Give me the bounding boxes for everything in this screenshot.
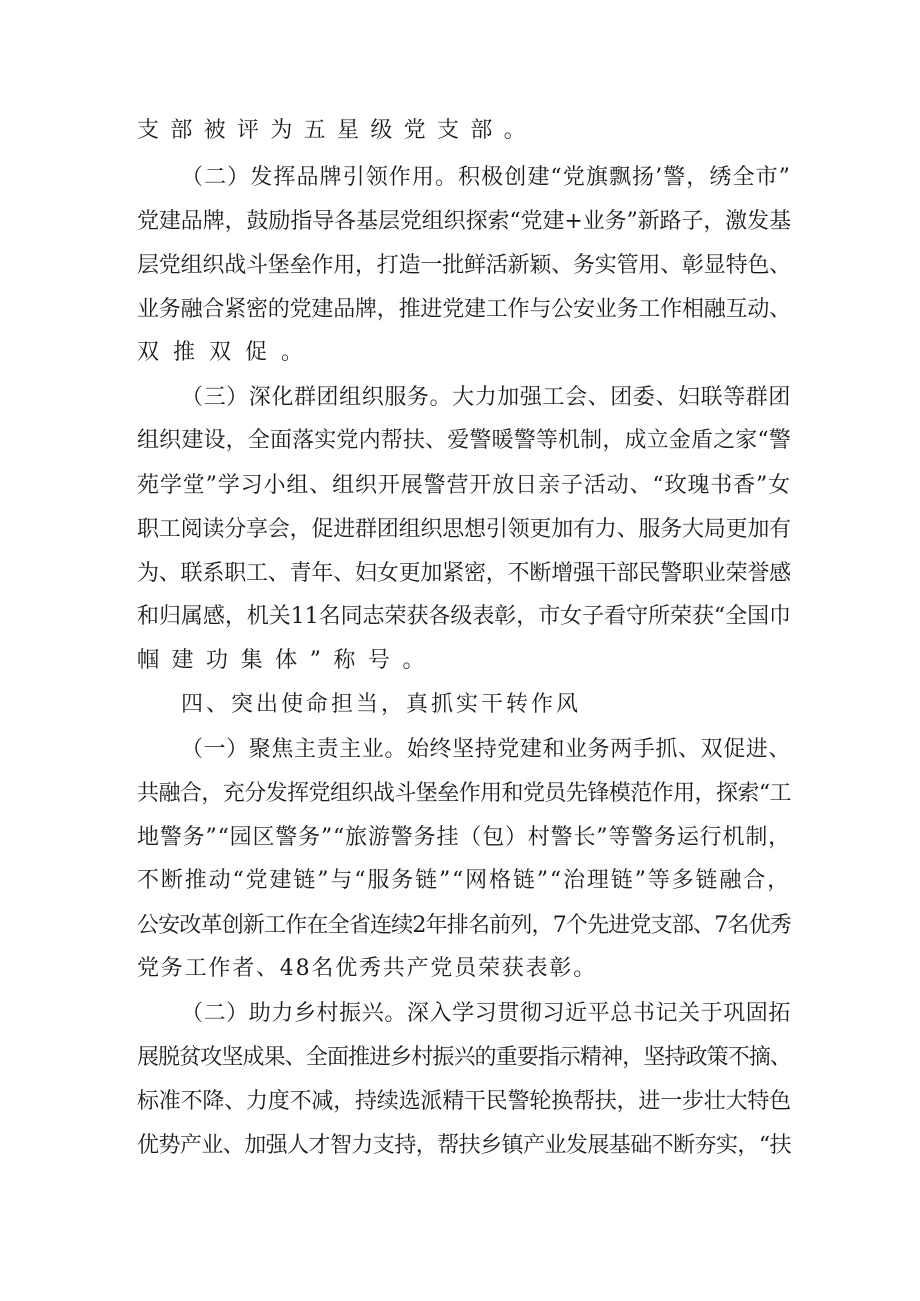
paragraph-line: 展脱贫攻坚成果、全面推进乡村振兴的重要指示精神，坚持政策不摘、 [137,1045,791,1070]
paragraph-line: 双推双促。 [137,340,318,365]
paragraph-line: 层党组织战斗堡垒作用，打造一批鲜活新颖、务实管用、彰显特色、 [137,253,791,278]
paragraph-line: 业务融合紧密的党建品牌，推进党建工作与公安业务工作相融互动、 [137,297,791,322]
paragraph-line: （二）助力乡村振兴。深入学习贯彻习近平总书记关于巩固拓 [181,1001,791,1026]
paragraph-line: 帼建功集体”称号。 [137,648,437,673]
paragraph-line: 地警务”“园区警务”“旅游警务挂（包）村警长”等警务运行机制， [137,825,791,850]
paragraph-line: 组织建设，全面落实党内帮扶、爱警暖警等机制，成立金盾之家“警 [137,428,791,453]
paragraph-line: 标准不降、力度不减，持续选派精干民警轮换帮扶，进一步壮大特色 [137,1089,791,1114]
paragraph-line: 不断推动“党建链”与“服务链”“网格链”“治理链”等多链融合， [137,868,791,893]
paragraph-line: 公安改革创新工作在全省连续2年排名前列，7个先进党支部、7名优秀 [137,913,791,938]
paragraph-line: 优势产业、加强人才智力支持，帮扶乡镇产业发展基础不断夯实，“扶 [137,1133,791,1158]
paragraph-line: （三）深化群团组织服务。大力加强工会、团委、妇联等群团 [181,385,791,410]
paragraph-line: 苑学堂”学习小组、组织开展警营开放日亲子活动、“玫瑰书香”女 [137,473,791,498]
section-heading: 四、突出使命担当，真抓实干转作风 [181,692,581,717]
paragraph-line: 共融合，充分发挥党组织战斗堡垒作用和党员先锋模范作用，探索“工 [137,781,791,806]
paragraph-line: 为、联系职工、青年、妇女更加紧密，不断增强干部民警职业荣誉感 [137,561,791,586]
paragraph-line: 和归属感，机关11名同志荣获各级表彰，市女子看守所荣获“全国巾 [137,604,791,629]
paragraph-line: 职工阅读分享会，促进群团组织思想引领更加有力、服务大局更加有 [137,517,791,542]
paragraph-line: 党建品牌，鼓励指导各基层党组织探索“党建+业务”新路子，激发基 [137,209,791,234]
paragraph-line: 党务工作者、48名优秀共产党员荣获表彰。 [137,956,597,981]
paragraph-line: （一）聚焦主责主业。始终坚持党建和业务两手抓、双促进、 [181,737,791,762]
paragraph-line: 支部被评为五星级党支部。 [137,118,537,143]
paragraph-line: （二）发挥品牌引领作用。积极创建“党旗飘扬’警，绣全市” [181,165,791,190]
